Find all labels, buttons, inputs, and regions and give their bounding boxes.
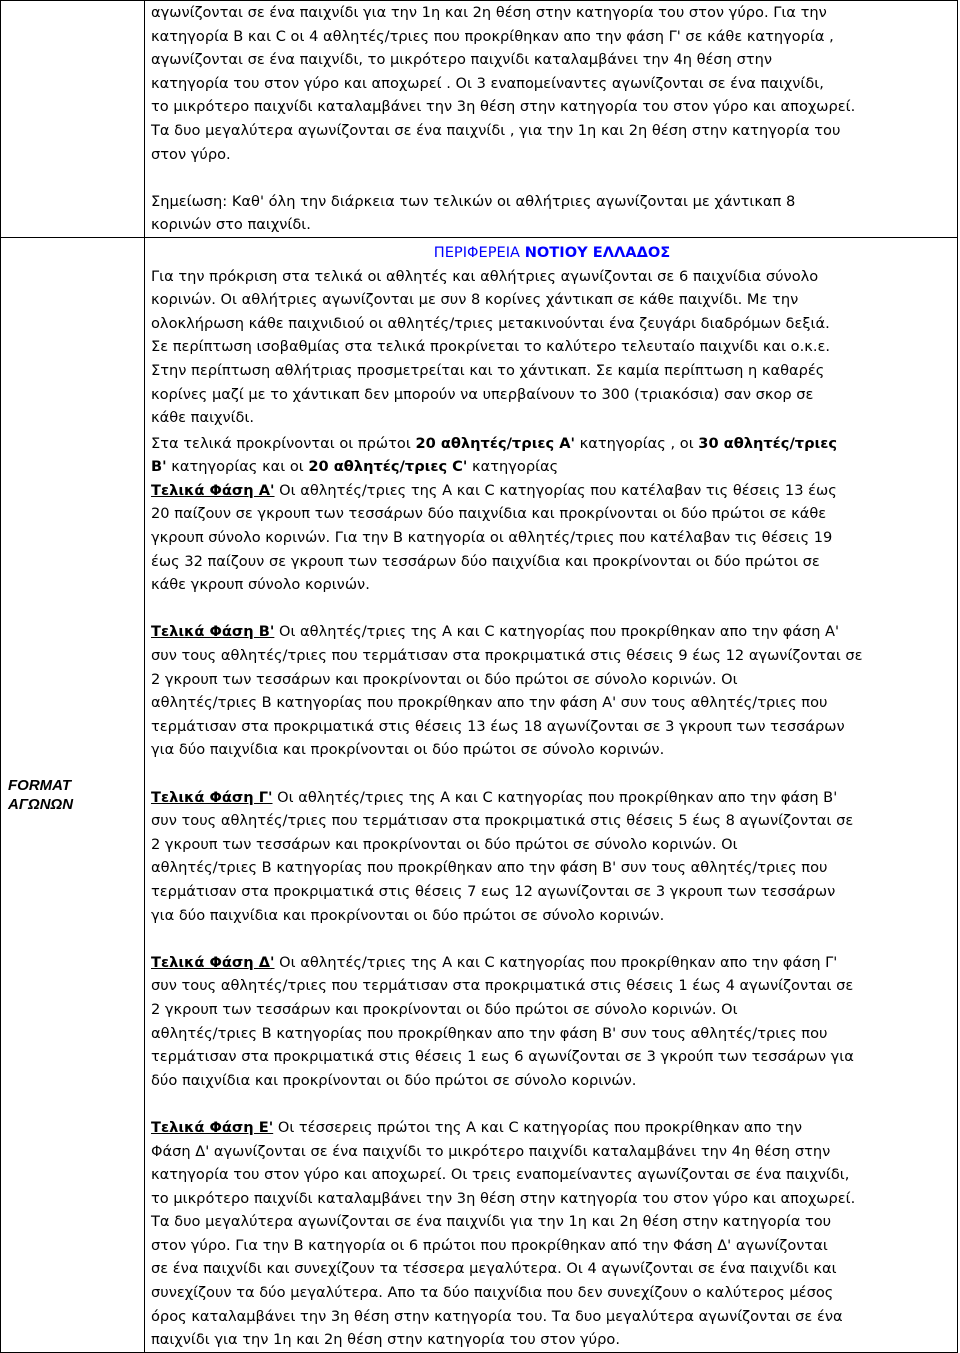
top-line: κατηγορία Β και C οι 4 αθλητές/τριες που προκρίθηκαν απο την φάση Γ' σε κάθε κατηγορία ,: [151, 27, 834, 45]
phase-a-line: κάθε γκρουπ σύνολο κορινών.: [151, 576, 370, 594]
rules-line: ολοκλήρωση κάθε παιχνιδιού οι αθλητές/τριες μετακινούνται ένα ζευγάρι διαδρόμων δεξιά.: [151, 314, 830, 332]
phase-b-line: για δύο παιχνίδια και προκρίνονται οι δύο πρώτοι σε σύνολο κορινών.: [151, 741, 665, 759]
phase-e-line: συνεχίζουν τα δύο μεγαλύτερα. Απο τα δύο παιχνίδια που δεν συνεχίζουν ο καλύτερος μέσος: [151, 1284, 834, 1302]
phase-c-line: τερμάτισαν στα προκριματικά στις θέσεις 7 εως 12 αγωνίζονται σε 3 γκρουπ των τεσσάρων: [151, 882, 836, 900]
side-label-line2: ΑΓΩΝΩΝ: [8, 795, 74, 813]
phase-c-line: αθλητές/τριες Β κατηγορίας που προκρίθηκαν απο την φάση Β' συν τους αθλητές/τριες που: [151, 859, 828, 877]
rules-line: κορινών. Οι αθλήτριες αγωνίζονται με συν 8 κορίνες χάντικαπ σε κάθε παιχνίδι. Με την: [151, 291, 799, 309]
phase-d-title: Τελικά Φάση Δ': [151, 953, 275, 971]
phase-e-line: [151, 1116, 953, 1140]
region-cell: [145, 237, 958, 1352]
phase-b-line: τερμάτισαν στα προκριματικά στις θέσεις 13 έως 18 αγωνίζονται σε 3 γκρουπ των τεσσάρων: [151, 717, 845, 735]
phase-e-line: στον γύρο. Για την Β κατηγορία οι 6 πρώτοι που προκρίθηκαν από την Φάση Δ' αγωνίζονται: [151, 1236, 828, 1254]
qualify-text: κατηγορίας: [467, 458, 559, 476]
qualify-text: Στα τελικά προκρίνονται οι πρώτοι: [151, 434, 416, 452]
rules-line: Σε περίπτωση ισοβαθμίας στα τελικά προκρίνεται το καλύτερο τελευταίο παιχνίδι και ο.κ.ε.: [151, 338, 831, 356]
phase-b-line: [151, 620, 953, 644]
phase-a-text: Οι αθλητές/τριες της Α και C κατηγορίας που κατέλαβαν τις θέσεις 13 έως: [274, 481, 837, 499]
region-name: ΝΟΤΙΟΥ ΕΛΛΑΔΟΣ: [524, 243, 671, 261]
region-heading: [151, 241, 953, 265]
note-line: Σημείωση: Καθ' όλη την διάρκεια των τελικών οι αθλήτριες αγωνίζονται με χάντικαπ 8: [151, 192, 796, 210]
qualify-bold: Β': [151, 458, 167, 476]
phase-a-line: 20 παίζουν σε γκρουπ των τεσσάρων δύο παιχνίδια και προκρίνονται οι δύο πρώτοι σε κάθε: [151, 505, 827, 523]
top-line: αγωνίζονται σε ένα παιχνίδι για την 1η και 2η θέση στην κατηγορία του στον γύρο. Για την: [151, 4, 827, 21]
phase-e-line: Τα δυο μεγαλύτερα αγωνίζονται σε ένα παιχνίδι για την 1η και 2η θέση στην κατηγορία του: [151, 1213, 832, 1231]
top-line: κατηγορία του στον γύρο και αποχωρεί . Οι 3 εναπομείναντες αγωνίζονται σε ένα παιχνίδι,: [151, 74, 824, 92]
phase-c-line: για δύο παιχνίδια και προκρίνονται οι δύο πρώτοι σε σύνολο κορινών.: [151, 906, 665, 924]
phase-e-line: σε ένα παιχνίδι και συνεχίζουν τα τέσσερα μεγαλύτερα. Οι 4 αγωνίζονται σε ένα παιχνίδι και: [151, 1260, 837, 1278]
rules-line: κορίνες μαζί με το χάντικαπ δεν μπορούν να υπερβαίνουν το 300 (τριακόσια) σαν σκορ σε: [151, 385, 814, 403]
phase-c-line: συν τους αθλητές/τριες που τερμάτισαν στα προκριματικά στις θέσεις 5 έως 8 αγωνίζονται σε: [151, 812, 854, 830]
rules-line: Για την πρόκριση στα τελικά οι αθλητές και αθλήτριες αγωνίζονται σε 6 παιχνίδια σύνολο: [151, 267, 819, 285]
phase-c-title: Τελικά Φάση Γ': [151, 788, 273, 806]
phase-e-line: όρος καταλαμβάνει την 3η θέση στην κατηγορία του. Τα δυο μεγαλύτερα αγωνίζονται σε ένα: [151, 1307, 843, 1325]
phase-e-text: Οι τέσσερεις πρώτοι της Α και C κατηγορίας που προκρίθηκαν απο την: [273, 1118, 803, 1136]
top-line: αγωνίζονται σε ένα παιχνίδι, το μικρότερο παιχνίδι καταλαμβάνει την 4η θέση στην: [151, 51, 773, 69]
phase-e-line: Φάση Δ' αγωνίζονται σε ένα παιχνίδι το μικρότερο παιχνίδι καταλαμβάνει την 4η θέση στην: [151, 1142, 831, 1160]
side-label-line1: FORMAT: [8, 776, 72, 794]
phase-b-text: Οι αθλητές/τριες της Α και C κατηγορίας που προκρίθηκαν απο την φάση Α': [274, 623, 840, 641]
phase-c-line: 2 γκρουπ των τεσσάρων και προκρίνονται οι δύο πρώτοι σε σύνολο κορινών. Οι: [151, 835, 738, 853]
qualify-line: [151, 432, 953, 456]
qualify-bold: 20 αθλητές/τριες Α': [415, 434, 576, 452]
phase-d-line: συν τους αθλητές/τριες που τερμάτισαν στα προκριματικά στις θέσεις 1 έως 4 αγωνίζονται σε: [151, 977, 854, 995]
top-line: το μικρότερο παιχνίδι καταλαμβάνει την 3η θέση στην κατηγορία του στον γύρο και αποχωρεί.: [151, 98, 856, 116]
phase-a-line: έως 32 παίζουν σε γκρουπ των τεσσάρων δύο παιχνίδια και προκρίνονται οι δύο πρώτοι σε: [151, 552, 820, 570]
phase-d-line: δύο παιχνίδια και προκρίνονται οι δύο πρώτοι σε σύνολο κορινών.: [151, 1071, 637, 1089]
top-line: Τα δυο μεγαλύτερα αγωνίζονται σε ένα παιχνίδι , για την 1η και 2η θέση στην κατηγορία του: [151, 121, 841, 139]
phase-d-line: 2 γκρουπ των τεσσάρων και προκρίνονται οι δύο πρώτοι σε σύνολο κορινών. Οι: [151, 1000, 738, 1018]
phase-e-line: παιχνίδι για την 1η και 2η θέση στην κατηγορία του στον γύρο.: [151, 1331, 620, 1349]
label-cell-top: [1, 1, 145, 238]
qualify-line: [151, 455, 953, 479]
phase-d-line: τερμάτισαν στα προκριματικά στις θέσεις 1 εως 6 αγωνίζονται σε 3 γκρούπ των τεσσάρων για: [151, 1048, 854, 1066]
phase-b-title: Τελικά Φάση Β': [151, 623, 275, 641]
phase-a-line: γκρουπ σύνολο κορινών. Για την Β κατηγορία οι αθλητές/τριες που κατέλαβαν τις θέσεις 19: [151, 529, 833, 547]
phase-d-line: [151, 951, 953, 975]
top-line: στον γύρο.: [151, 145, 231, 163]
phase-e-line: το μικρότερο παιχνίδι καταλαμβάνει την 3η θέση στην κατηγορία του στον γύρο και αποχωρεί.: [151, 1189, 856, 1207]
side-label: [1, 776, 144, 814]
phase-b-line: 2 γκρουπ των τεσσάρων και προκρίνονται οι δύο πρώτοι σε σύνολο κορινών. Οι: [151, 670, 738, 688]
qualify-text: κατηγορίας , οι: [575, 434, 699, 452]
phase-c-text: Οι αθλητές/τριες της Α και C κατηγορίας που προκρίθηκαν απο την φάση Β': [272, 788, 838, 806]
note-line: κορινών στο παιχνίδι.: [151, 216, 311, 234]
phase-b-line: αθλητές/τριες Β κατηγορίας που προκρίθηκαν απο την φάση Α' συν τους αθλητές/τριες που: [151, 694, 828, 712]
rules-line: Στην περίπτωση αθλήτριας προσμετρείται και το χάντικαπ. Σε καμία περίπτωση η καθαρές: [151, 361, 825, 379]
phase-c-line: [151, 786, 953, 810]
phase-e-title: Τελικά Φάση Ε': [151, 1118, 274, 1136]
phase-b-line: συν τους αθλητές/τριες που τερμάτισαν στα προκριματικά στις θέσεις 9 έως 12 αγωνίζονται σε: [151, 647, 863, 665]
phase-d-text: Οι αθλητές/τριες της Α και C κατηγορίας που προκρίθηκαν απο την φάση Γ': [274, 953, 838, 971]
rules-line: κάθε παιχνίδι.: [151, 409, 255, 427]
continuation-cell: [145, 1, 958, 238]
phase-a-line: [151, 479, 953, 503]
phase-e-line: κατηγορία του στον γύρο και αποχωρεί. Οι τρεις εναπομείναντες αγωνίζονται σε ένα παιχνίδι,: [151, 1166, 850, 1184]
qualify-bold: 30 αθλητές/τριες: [698, 434, 838, 452]
side-label-cell: [1, 237, 145, 1352]
qualify-text: κατηγορίας και οι: [166, 458, 309, 476]
phase-a-title: Τελικά Φάση Α': [151, 481, 275, 499]
region-prefix: ΠΕΡΙΦΕΡΕΙΑ: [433, 243, 525, 261]
qualify-bold: 20 αθλητές/τριες C': [308, 458, 468, 476]
phase-d-line: αθλητές/τριες Β κατηγορίας που προκρίθηκαν απο την φάση Β' συν τους αθλητές/τριες που: [151, 1024, 828, 1042]
